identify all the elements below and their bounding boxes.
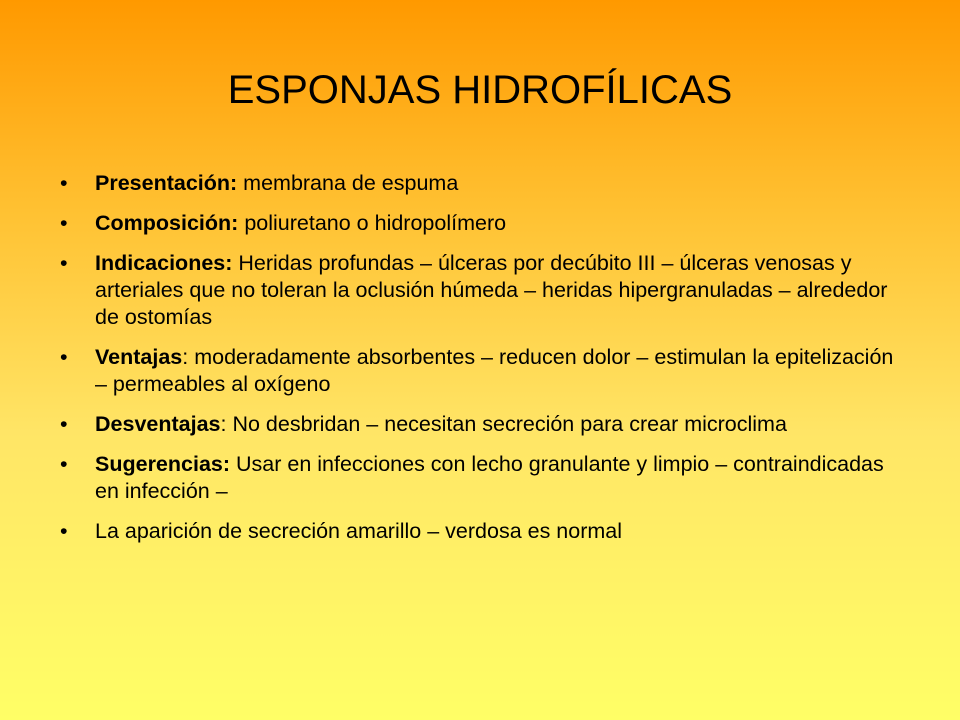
bullet-composicion bbox=[60, 210, 910, 237]
bullet-marker: • bbox=[60, 412, 68, 436]
bullet-text: Heridas profundas – úlceras por decúbito III – úlceras venosas y arteriales que no toleran la oclusión húmeda – heridas hipergranuladas – alrededor de ostomías bbox=[95, 251, 888, 329]
bullet-desventajas bbox=[60, 411, 910, 438]
bullet-marker: • bbox=[60, 345, 68, 369]
bullet-marker: • bbox=[60, 251, 68, 275]
bullet-ventajas bbox=[60, 344, 910, 398]
bullet-label: Sugerencias: bbox=[95, 452, 231, 476]
bullet-label: Composición: bbox=[95, 211, 239, 235]
bullet-label: Desventajas bbox=[95, 412, 221, 436]
bullet-text: membrana de espuma bbox=[237, 171, 459, 195]
bullet-presentacion bbox=[60, 170, 910, 197]
bullet-marker: • bbox=[60, 211, 68, 235]
bullet-marker: • bbox=[60, 519, 68, 543]
bullet-label: Indicaciones: bbox=[95, 251, 233, 275]
bullet-secrecion bbox=[60, 518, 910, 545]
bullet-label: Ventajas bbox=[95, 345, 183, 369]
bullet-text: : moderadamente absorbentes – reducen dolor – estimulan la epitelización – permeables al oxígeno bbox=[95, 345, 894, 396]
bullet-text: Usar en infecciones con lecho granulante y limpio – contraindicadas en infección – bbox=[95, 452, 884, 503]
bullet-marker: • bbox=[60, 171, 68, 195]
bullet-text: poliuretano o hidropolímero bbox=[238, 211, 507, 235]
bullet-indicaciones bbox=[60, 250, 910, 331]
bullet-marker: • bbox=[60, 452, 68, 476]
bullet-label: Presentación: bbox=[95, 171, 238, 195]
bullet-list bbox=[60, 170, 910, 558]
slide-title: ESPONJAS HIDROFÍLICAS bbox=[227, 68, 733, 112]
bullet-text: La aparición de secreción amarillo – verdosa es normal bbox=[95, 519, 623, 543]
bullet-text: : No desbridan – necesitan secreción para crear microclima bbox=[220, 412, 787, 436]
bullet-sugerencias bbox=[60, 451, 910, 505]
